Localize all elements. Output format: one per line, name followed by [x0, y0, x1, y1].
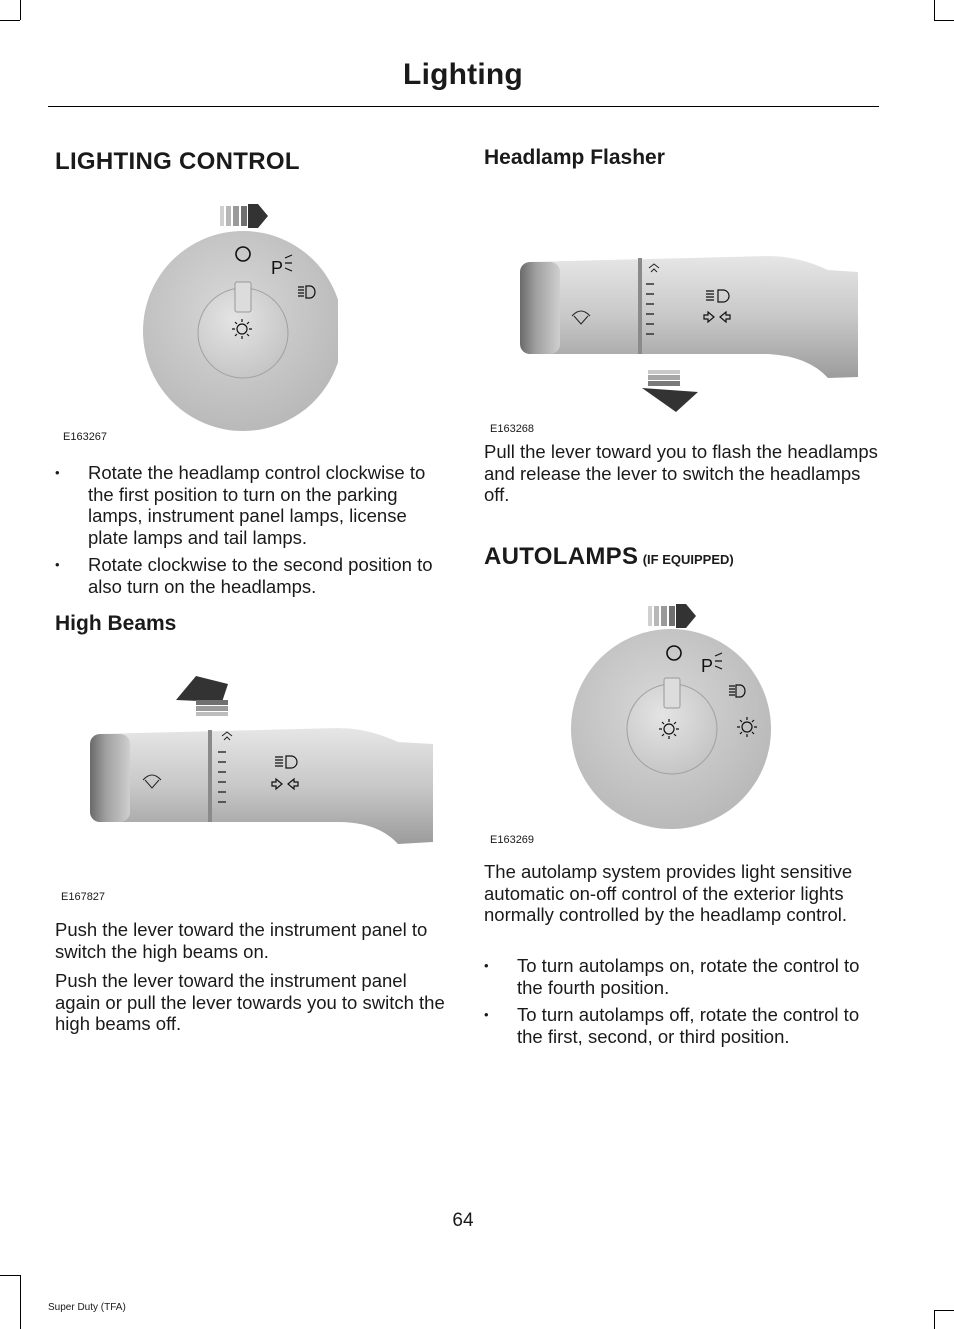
figure-code: E163269: [490, 834, 535, 846]
crop-mark: [934, 0, 935, 20]
pull-arrow-icon: [642, 370, 698, 412]
lighting-control-bullets: [55, 462, 447, 603]
section-heading-autolamps: [484, 543, 734, 571]
autolamps-bullets: [484, 955, 879, 1053]
paragraph: Push the lever toward the instrument panel to switch the high beams on.: [55, 919, 428, 962]
list-item: • To turn autolamps on, rotate the control to the fourth position.: [484, 955, 879, 998]
parking-lamp-icon: P: [701, 656, 714, 676]
page-number: 64: [452, 1210, 474, 1231]
figure-code: E167827: [61, 891, 106, 903]
footer-publication: Super Duty (TFA): [48, 1302, 126, 1313]
paragraph: Push the lever toward the instrument panel again or pull the lever towards you to switch the high beams off.: [55, 970, 445, 1034]
heading-note: (IF EQUIPPED): [642, 552, 734, 567]
push-arrow-icon: [176, 676, 228, 716]
figure-code: E163268: [490, 423, 535, 435]
crop-mark: [20, 0, 21, 20]
crop-mark: [934, 1310, 954, 1311]
rotate-arrow-icon: [648, 604, 696, 628]
headlamp-flasher-lever-illustration: [518, 252, 863, 417]
crop-mark: [20, 1275, 21, 1329]
section-heading-headlamp-flasher: Headlamp Flasher: [484, 146, 665, 169]
crop-mark: [0, 20, 20, 21]
list-item: • Rotate clockwise to the second position to also turn on the headlamps.: [55, 554, 447, 597]
autolamps-dial-illustration: [566, 596, 781, 831]
list-item: • To turn autolamps off, rotate the control to the first, second, or third position.: [484, 1004, 879, 1047]
parking-lamp-icon: P: [271, 258, 284, 278]
crop-mark: [934, 1310, 935, 1329]
list-item: • Rotate the headlamp control clockwise to the first position to turn on the parking lamps, instrument panel lamps, license plate lamps and tail lamps.: [55, 462, 447, 548]
crop-mark: [0, 1275, 20, 1276]
section-heading-lighting-control: LIGHTING CONTROL: [55, 148, 300, 175]
figure-code: E163267: [63, 431, 108, 443]
crop-mark: [934, 20, 954, 21]
section-heading-high-beams: High Beams: [55, 612, 177, 635]
paragraph: Pull the lever toward you to flash the headlamps and release the lever to switch the headlamps off.: [484, 441, 878, 505]
heading-text: AUTOLAMPS: [484, 543, 639, 570]
rotate-arrow-icon: [220, 204, 268, 228]
page-title: Lighting: [403, 58, 523, 91]
high-beam-lever-illustration: [88, 672, 433, 857]
lighting-control-dial-illustration: [140, 198, 345, 433]
header-divider: [48, 106, 879, 107]
paragraph: The autolamp system provides light sensitive automatic on-off control of the exterior lights normally controlled by the headlamp control.: [484, 861, 853, 925]
